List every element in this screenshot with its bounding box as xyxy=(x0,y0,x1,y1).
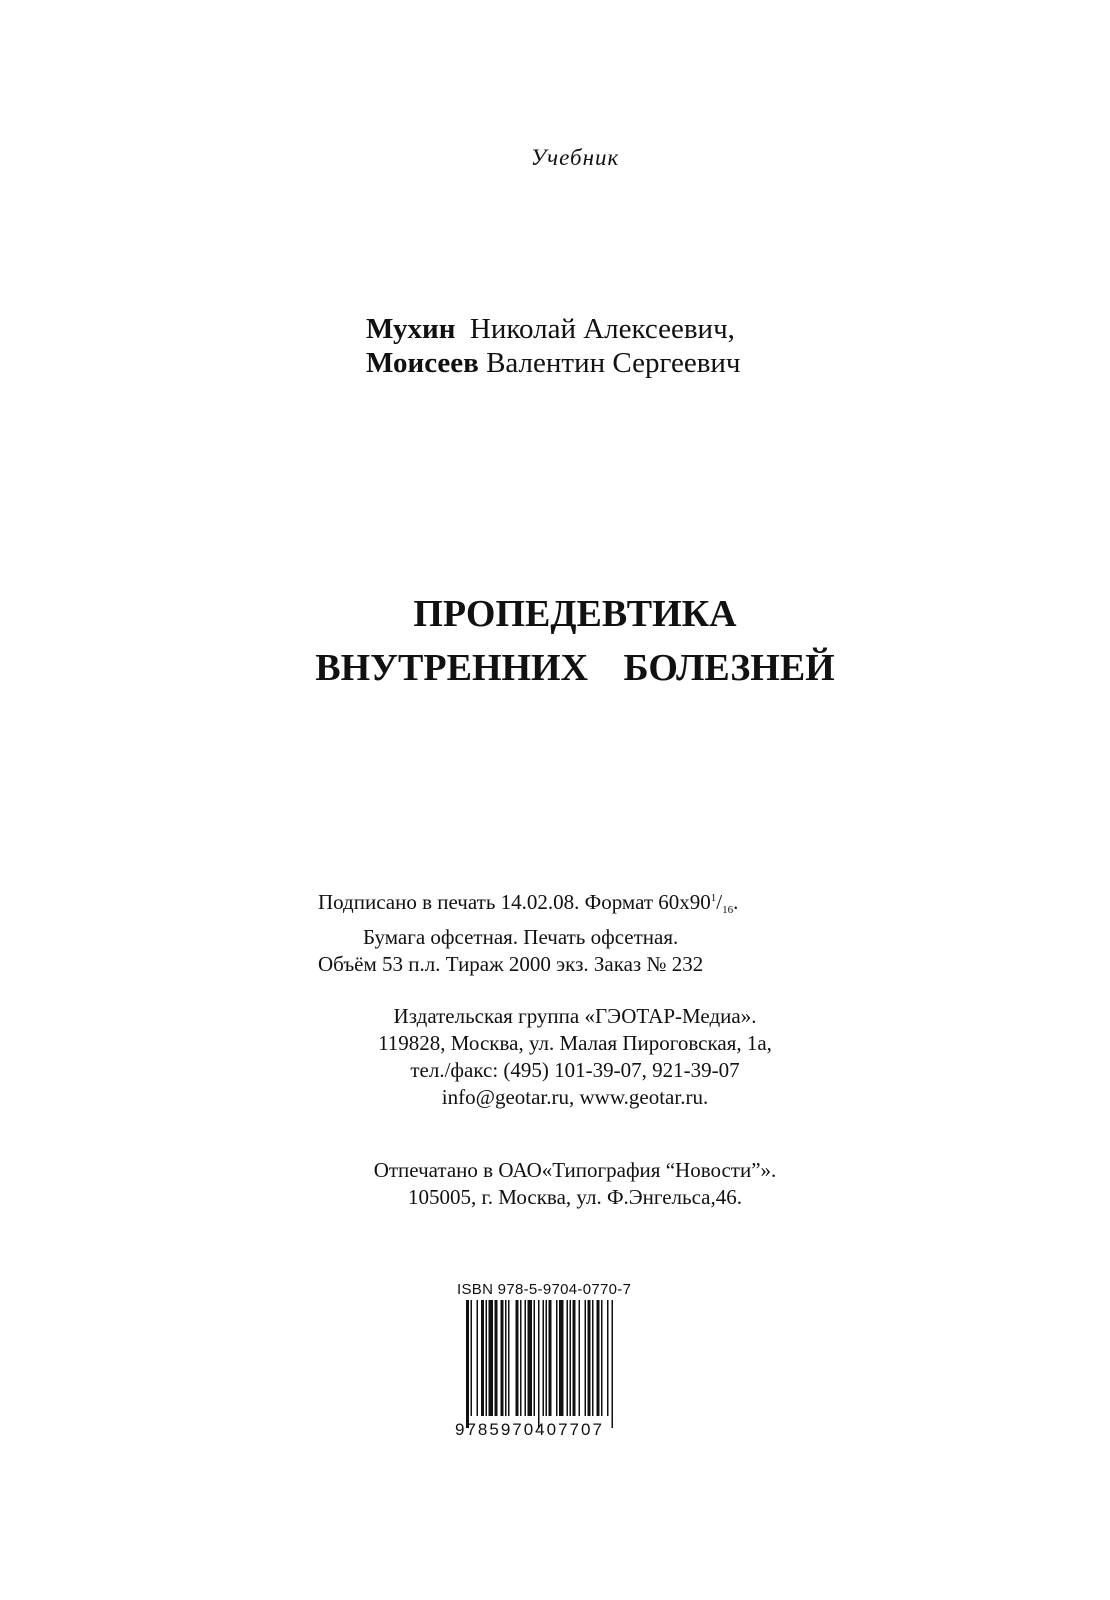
format-superscript: 1 xyxy=(710,892,717,904)
barcode-bar xyxy=(579,1300,581,1416)
printer-address: 105005, г. Москва, ул. Ф.Энгельса,46. xyxy=(407,1185,742,1209)
imprint-signed-text: Подписано в печать 14.02.08. Формат 60x90 xyxy=(318,890,711,914)
barcode-bar xyxy=(607,1300,609,1416)
barcode-digits: 9785970407707 xyxy=(455,1420,604,1439)
barcode-bar xyxy=(543,1300,545,1416)
printer-name: Отпечатано в ОАО«Типография “Новости”». xyxy=(373,1158,777,1182)
author-2 xyxy=(366,346,741,380)
isbn-barcode-icon xyxy=(462,1300,668,1428)
author-2-surname: Моисеев xyxy=(366,347,479,379)
barcode-bar xyxy=(585,1300,587,1416)
barcode-bar xyxy=(466,1300,469,1428)
barcode-bar xyxy=(601,1300,603,1416)
imprint-volume-line: Объём 53 п.л. Тираж 2000 экз. Заказ № 232 xyxy=(318,952,704,976)
printer-block xyxy=(0,1157,1110,1211)
book-title-line-2: ВНУТРЕННИХ БОЛЕЗНЕЙ xyxy=(315,647,835,689)
barcode-bar xyxy=(592,1300,594,1416)
barcode-bar xyxy=(573,1300,576,1416)
imprint-paper-line: Бумага офсетная. Печать офсетная. xyxy=(363,925,679,949)
barcode-bar xyxy=(495,1300,498,1416)
book-title-line-1: ПРОПЕДЕВТИКА xyxy=(413,593,737,635)
authors-block xyxy=(366,312,741,380)
author-1 xyxy=(366,312,741,346)
author-2-given: Валентин Сергеевич xyxy=(486,347,741,379)
barcode-bar xyxy=(588,1300,591,1416)
barcode-bar xyxy=(516,1300,519,1416)
author-1-given: Николай Алексеевич, xyxy=(469,313,735,345)
barcode-bar xyxy=(471,1300,473,1416)
barcode-bar xyxy=(489,1300,494,1416)
format-end: . xyxy=(733,890,739,914)
barcode-bar xyxy=(477,1300,479,1416)
barcode-bar xyxy=(508,1300,510,1416)
barcode-bar xyxy=(556,1300,558,1416)
barcode-bar xyxy=(505,1300,507,1416)
barcode-bar xyxy=(481,1300,484,1416)
imprint-signed-line xyxy=(318,885,738,924)
barcode-bar xyxy=(528,1300,533,1416)
barcode-bar xyxy=(520,1300,522,1416)
format-slash: / xyxy=(716,890,723,914)
book-title xyxy=(0,587,1110,695)
author-1-surname: Мухин xyxy=(366,313,456,345)
barcode-bar xyxy=(501,1300,504,1416)
format-subscript: 16 xyxy=(722,904,734,916)
imprint-block xyxy=(318,885,738,978)
document-type-label: Учебник xyxy=(530,145,620,170)
barcode-bar xyxy=(538,1300,540,1428)
publisher-phone: тел./факс: (495) 101-39-07, 921-39-07 xyxy=(410,1058,740,1082)
barcode-bar xyxy=(612,1300,614,1428)
publisher-web: info@geotar.ru, www.geotar.ru. xyxy=(441,1085,709,1109)
isbn-label: ISBN 978-5-9704-0770-7 xyxy=(457,1281,632,1298)
publisher-block xyxy=(0,1003,1110,1111)
barcode-bar xyxy=(597,1300,600,1416)
barcode-bar xyxy=(546,1300,548,1416)
publisher-address: 119828, Москва, ул. Малая Пироговская, 1а, xyxy=(378,1031,772,1055)
barcode-bar xyxy=(570,1300,572,1416)
barcode-bar xyxy=(534,1300,536,1416)
publisher-name: Издательская группа «ГЭОТАР-Медиа». xyxy=(393,1004,757,1028)
barcode-bar xyxy=(567,1300,569,1416)
barcode-bar xyxy=(559,1300,564,1416)
barcode-bar xyxy=(525,1300,527,1416)
barcode-bar xyxy=(549,1300,552,1416)
barcode-bar xyxy=(486,1300,488,1416)
